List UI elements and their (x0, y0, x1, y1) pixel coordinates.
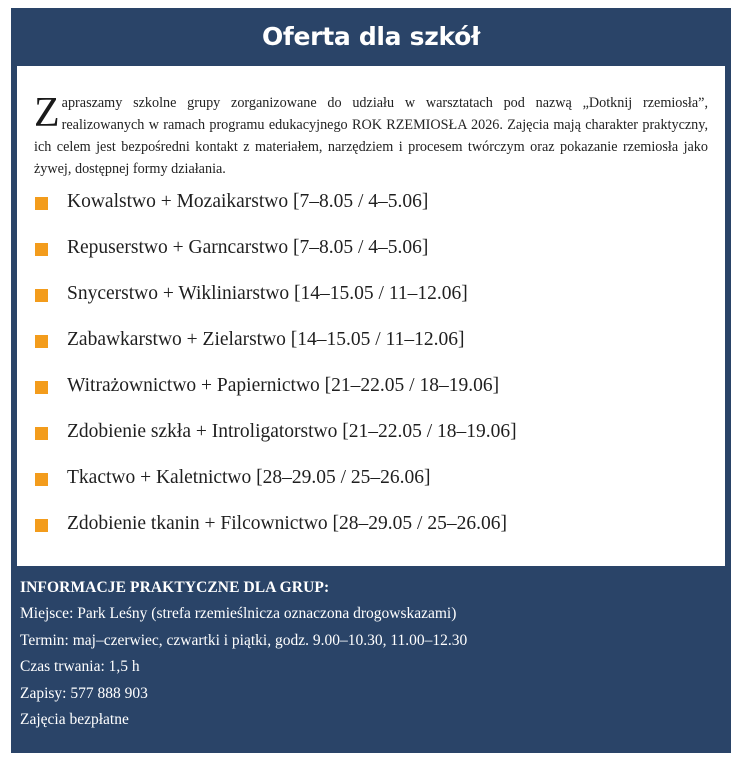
intro-dropcap: Z (34, 90, 60, 137)
info-duration: Czas trwania: 1,5 h (20, 658, 140, 675)
workshop-item (35, 225, 517, 271)
workshop-label: Zdobienie tkanin + Filcownictwo [28–29.05 / 25–26.06] (67, 513, 507, 534)
workshop-item (35, 501, 517, 547)
square-bullet-icon (35, 197, 48, 210)
page-title: Oferta dla szkół (261, 21, 480, 51)
workshop-item (35, 409, 517, 455)
workshop-item (35, 363, 517, 409)
workshop-label: Snycerstwo + Wikliniarstwo [14–15.05 / 11–12.06] (67, 283, 468, 304)
workshop-item (35, 179, 517, 225)
info-signup-phone: Zapisy: 577 888 903 (20, 684, 148, 702)
workshop-label: Repuserstwo + Garncarstwo [7–8.05 / 4–5.06] (67, 237, 429, 258)
info-heading: INFORMACJE PRAKTYCZNE DLA GRUP: (20, 579, 330, 596)
workshop-item (35, 317, 517, 363)
workshop-label: Zabawkarstwo + Zielarstwo [14–15.05 / 11–12.06] (67, 329, 465, 350)
intro-text: apraszamy szkolne grupy zorganizowane do udziału w warsztatach pod nazwą „Dotknij rzemiosła”, realizowanych w ramach programu edukacyjnego ROK RZEMIOSŁA 2026. Zajęcia mają charakter praktyczny, ich celem jest bezpośredni kontakt z materiałem, narzędziem i procesem twórczym oraz pokazanie rzemiosła jako żywej, dostępnej formy działania. (34, 95, 708, 178)
square-bullet-icon (35, 427, 48, 440)
info-free-note: Zajęcia bezpłatne (20, 711, 129, 728)
workshop-label: Kowalstwo + Mozaikarstwo [7–8.05 / 4–5.06] (67, 191, 429, 212)
practical-info (20, 574, 700, 734)
square-bullet-icon (35, 289, 48, 302)
workshop-item (35, 271, 517, 317)
square-bullet-icon (35, 335, 48, 348)
workshop-label: Tkactwo + Kaletnictwo [28–29.05 / 25–26.06] (67, 467, 431, 488)
workshop-label: Zdobienie szkła + Introligatorstwo [21–22.05 / 18–19.06] (67, 421, 517, 442)
info-location: Miejsce: Park Leśny (strefa rzemieślnicza oznaczona drogowskazami) (20, 605, 457, 622)
square-bullet-icon (35, 473, 48, 486)
workshop-label: Witrażownictwo + Papiernictwo [21–22.05 / 18–19.06] (67, 375, 500, 396)
workshop-item (35, 455, 517, 501)
content-box (17, 66, 725, 566)
intro-paragraph (34, 92, 708, 180)
square-bullet-icon (35, 381, 48, 394)
square-bullet-icon (35, 243, 48, 256)
info-schedule: Termin: maj–czerwiec, czwartki i piątki, godz. 9.00–10.30, 11.00–12.30 (20, 631, 468, 649)
workshop-list (35, 179, 517, 547)
square-bullet-icon (35, 519, 48, 532)
